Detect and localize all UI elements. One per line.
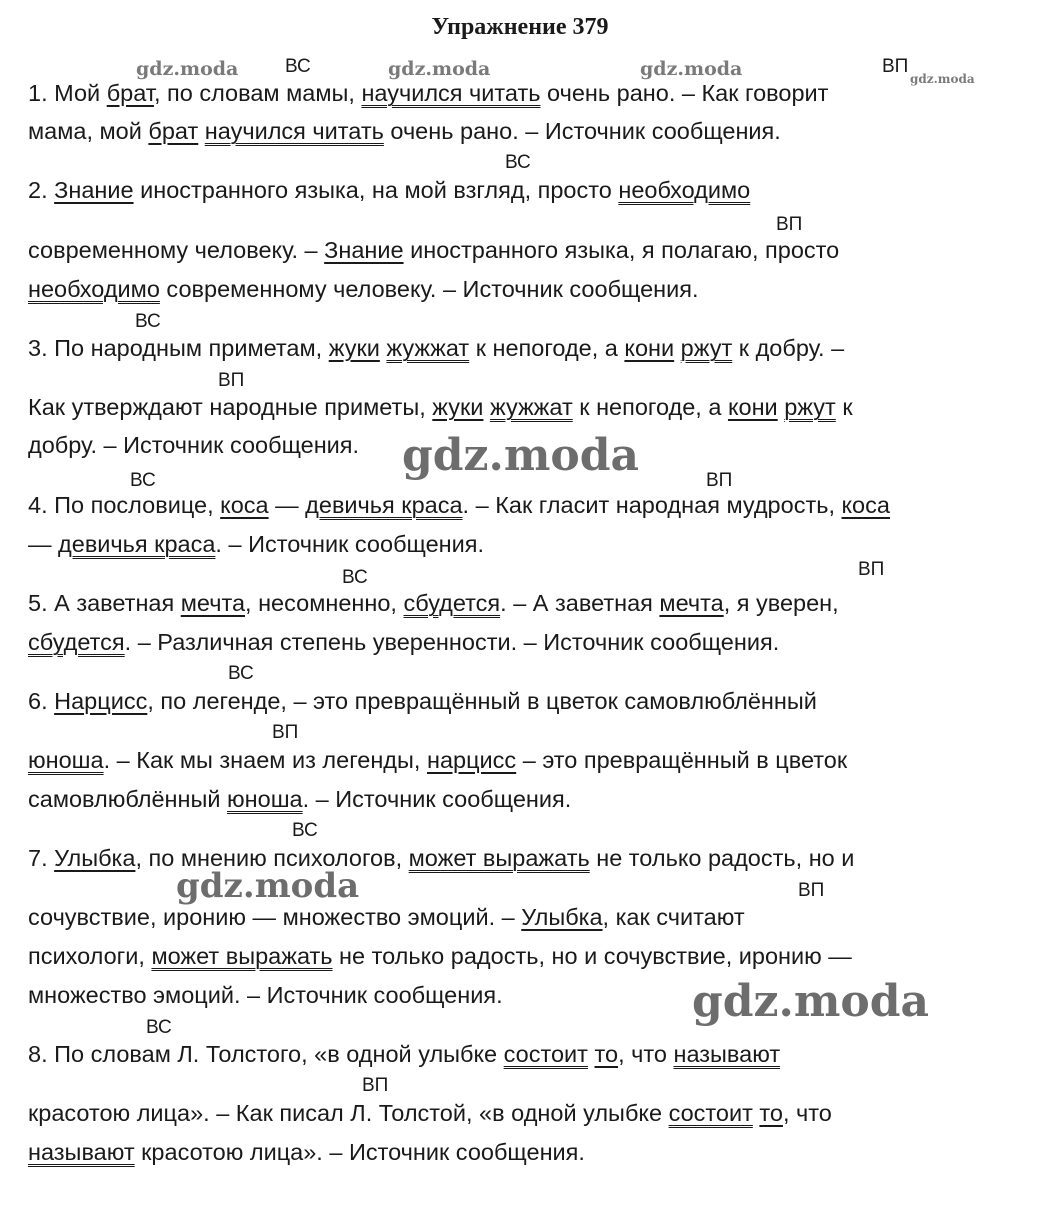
marker-vp: ВП [776, 214, 803, 235]
subject: то [759, 1100, 783, 1126]
predicate: может выражать [408, 845, 590, 871]
marker-vs: ВС [228, 663, 254, 684]
marker-vp: ВП [882, 56, 909, 77]
marker-vs: ВС [505, 152, 531, 173]
subject: Знание [54, 177, 134, 203]
predicate: состоит [668, 1100, 753, 1126]
predicate: может выражать [151, 943, 333, 969]
watermark-logo: gdz.moda [692, 976, 930, 1027]
predicate: называют [673, 1041, 781, 1067]
subject: коса [220, 492, 269, 518]
predicate: ржут [680, 335, 733, 361]
predicate: ржут [784, 394, 836, 420]
subject: брат [106, 80, 154, 106]
subject: жуки [432, 394, 484, 420]
predicate: научился читать [204, 118, 384, 144]
watermark-logo: gdz.moda [402, 430, 640, 481]
sentence-8-line-1: 8. По словам Л. Толстого, «в одной улыбке состоит то, что называют [28, 1041, 781, 1067]
marker-vs: ВС [285, 56, 311, 77]
watermark-logo: gdz.moda [388, 58, 491, 80]
subject: мечта [659, 590, 724, 616]
predicate: сбудется [28, 629, 125, 655]
predicate: называют [28, 1139, 135, 1165]
marker-vp: ВП [362, 1075, 389, 1096]
sentence-1-line-1: 1. Мой брат, по словам мамы, научился читать очень рано. – Как говорит [28, 80, 829, 106]
sentence-8-line-2: красотою лица». – Как писал Л. Толстой, «в одной улыбке состоит то, что [28, 1100, 832, 1126]
watermark-logo: gdz.moda [136, 58, 239, 80]
marker-vs: ВС [130, 470, 156, 491]
predicate: юноша [227, 786, 303, 812]
predicate: девичья краса [58, 531, 216, 557]
marker-vp: ВП [218, 370, 245, 391]
subject: жуки [328, 335, 380, 361]
marker-vp: ВП [272, 722, 299, 743]
sentence-6-line-3: самовлюблённый юноша. – Источник сообщения. [28, 786, 572, 812]
subject: Знание [324, 237, 404, 263]
marker-vp: ВП [798, 880, 825, 901]
sentence-2-line-2: современному человеку. – Знание иностранного языка, я полагаю, просто [28, 237, 840, 263]
sentence-6-line-1: 6. Нарцисс, по легенде, – это превращённый в цветок самовлюблённый [28, 688, 817, 714]
watermark-logo: gdz.moda [176, 866, 360, 906]
marker-vs: ВС [292, 820, 318, 841]
sentence-1-line-2: мама, мой брат научился читать очень рано. – Источник сообщения. [28, 118, 781, 144]
sentence-8-line-3: называют красотою лица». – Источник сообщения. [28, 1139, 585, 1165]
sentence-7-line-1: 7. Улыбка, по мнению психологов, может выражать не только радость, но и [28, 845, 855, 871]
predicate: девичья краса [305, 492, 463, 518]
subject: Нарцисс [54, 688, 148, 714]
marker-vp: ВП [706, 470, 733, 491]
predicate: необходимо [618, 177, 751, 203]
subject: брат [148, 118, 199, 144]
marker-vp: ВП [858, 559, 885, 580]
predicate: жужжат [489, 394, 573, 420]
subject: кони [624, 335, 675, 361]
sentence-7-line-3: психологи, может выражать не только радость, но и сочувствие, иронию — [28, 943, 852, 969]
subject: то [594, 1041, 619, 1067]
subject: кони [727, 394, 778, 420]
sentence-2-line-1: 2. Знание иностранного языка, на мой взгляд, просто необходимо [28, 177, 751, 203]
sentence-4-line-2: — девичья краса. – Источник сообщения. [28, 531, 485, 557]
sentence-5-line-2: сбудется. – Различная степень уверенности. – Источник сообщения. [28, 629, 780, 655]
sentence-3-line-3: добру. – Источник сообщения. [28, 432, 360, 458]
sentence-5-line-1: 5. А заветная мечта, несомненно, сбудется. – А заветная мечта, я уверен, [28, 590, 839, 616]
predicate: состоит [503, 1041, 588, 1067]
subject: коса [841, 492, 890, 518]
subject: Улыбка [54, 845, 136, 871]
predicate: необходимо [28, 276, 160, 302]
predicate: сбудется [403, 590, 501, 616]
sentence-7-line-4: множество эмоций. – Источник сообщения. [28, 982, 503, 1008]
predicate: юноша [28, 747, 104, 773]
watermark-logo: gdz.moda [910, 72, 975, 86]
marker-vs: ВС [135, 311, 161, 332]
page-title: Упражнение 379 [431, 14, 609, 40]
subject: мечта [180, 590, 246, 616]
sentence-3-line-2: Как утверждают народные приметы, жуки жужжат к непогоде, а кони ржут к [28, 394, 853, 420]
sentence-6-line-2: юноша. – Как мы знаем из легенды, нарцисс – это превращённый в цветок [28, 747, 848, 773]
subject: нарцисс [426, 747, 517, 773]
sentence-7-line-2: сочувствие, иронию — множество эмоций. – Улыбка, как считают [28, 904, 745, 930]
sentence-3-line-1: 3. По народным приметам, жуки жужжат к непогоде, а кони ржут к добру. – [28, 335, 845, 361]
predicate: научился читать [361, 80, 541, 106]
sentence-4-line-1: 4. По пословице, коса — девичья краса. – Как гласит народная мудрость, коса [28, 492, 890, 518]
subject: Улыбка [521, 904, 603, 930]
predicate: жужжат [386, 335, 470, 361]
watermark-logo: gdz.moda [640, 58, 743, 80]
marker-vs: ВС [146, 1017, 172, 1038]
sentence-2-line-3: необходимо современному человеку. – Источник сообщения. [28, 276, 699, 302]
marker-vs: ВС [342, 567, 368, 588]
